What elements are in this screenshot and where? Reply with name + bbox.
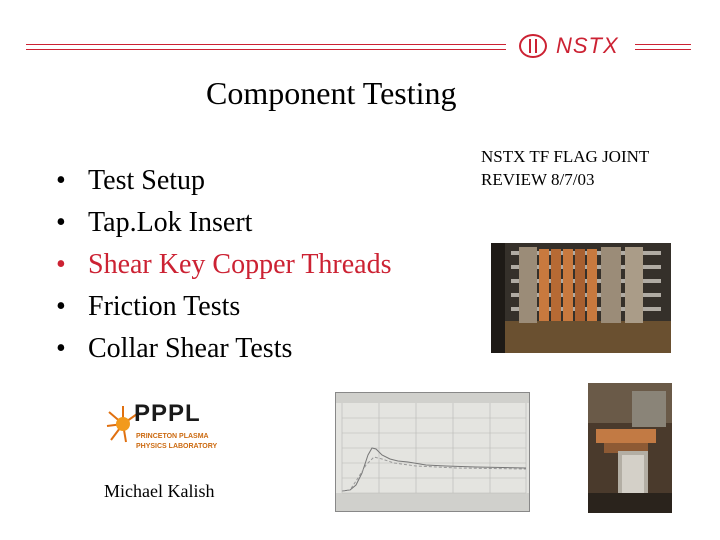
bullet-item bbox=[56, 328, 392, 370]
bullet-item-highlighted bbox=[56, 244, 392, 286]
header-rule-right-top bbox=[635, 44, 691, 45]
bullet-icon: • bbox=[56, 165, 66, 196]
bullet-icon: • bbox=[56, 249, 66, 280]
nstx-logo-icon bbox=[519, 34, 547, 58]
pppl-logo-line-2: PHYSICS LABORATORY bbox=[136, 443, 218, 450]
nstx-logo-text: NSTX bbox=[556, 33, 619, 58]
bullet-icon: • bbox=[56, 291, 66, 322]
slide-title: Component Testing bbox=[206, 75, 457, 111]
test-fixture-photo bbox=[491, 243, 671, 353]
bullet-label: Collar Shear Tests bbox=[88, 333, 293, 364]
header-rule-right-bottom bbox=[635, 49, 691, 50]
bullet-icon: • bbox=[56, 333, 66, 364]
shear-test-photo bbox=[588, 383, 672, 513]
bullet-item bbox=[56, 202, 392, 244]
review-note-line-1: NSTX TF FLAG JOINT bbox=[481, 147, 650, 166]
author-name: Michael Kalish bbox=[104, 481, 215, 501]
bullet-label: Friction Tests bbox=[88, 291, 241, 322]
pppl-logo-name: PPPL bbox=[134, 400, 201, 427]
bullet-label: Test Setup bbox=[88, 165, 206, 196]
bullet-label: Tap.Lok Insert bbox=[88, 207, 253, 238]
bullet-item bbox=[56, 160, 392, 202]
pppl-logo bbox=[106, 400, 218, 456]
oscilloscope-screenshot bbox=[335, 392, 530, 512]
review-note bbox=[481, 145, 649, 191]
topic-list bbox=[56, 160, 392, 370]
review-note-line-2: REVIEW 8/7/03 bbox=[481, 170, 595, 189]
bullet-item bbox=[56, 286, 392, 328]
pppl-logo-line-1: PRINCETON PLASMA bbox=[136, 433, 209, 440]
header-rule-left-top bbox=[26, 44, 506, 45]
bullet-icon: • bbox=[56, 207, 66, 238]
bullet-label: Shear Key Copper Threads bbox=[88, 249, 392, 280]
header-rule-left-bottom bbox=[26, 49, 506, 50]
